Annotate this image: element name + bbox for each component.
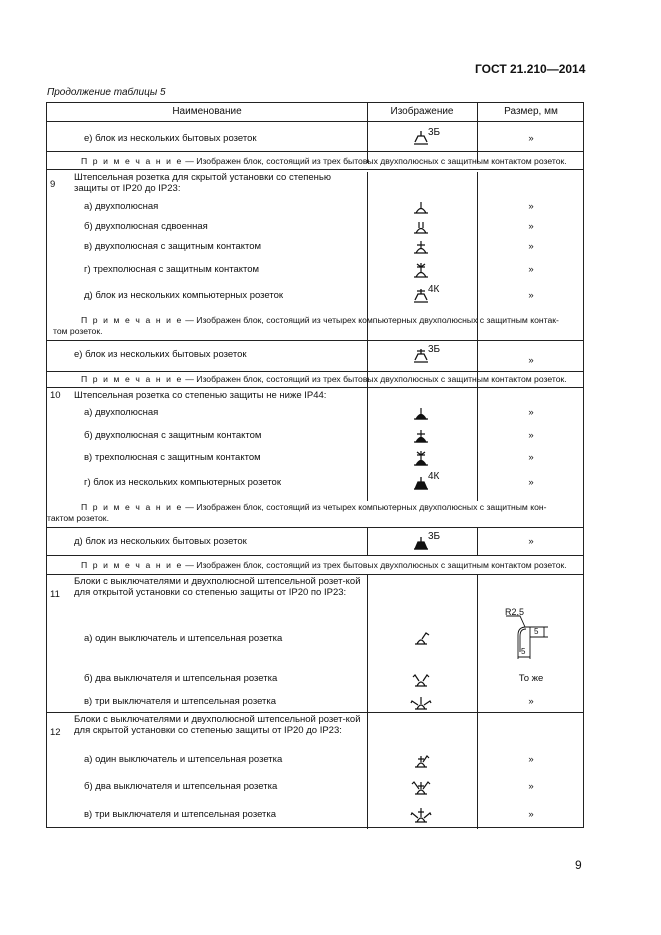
table-note	[81, 315, 559, 325]
size-value: »	[528, 781, 534, 792]
size-value: »	[528, 133, 534, 144]
row-rule	[47, 169, 583, 170]
row-label: е) блок из нескольких бытовых розеток	[84, 133, 257, 144]
socket-ip44-block-computer-symbol	[367, 469, 477, 495]
item-number: 10	[50, 390, 61, 401]
table-note	[81, 502, 546, 512]
dimension-label: 5	[534, 627, 539, 636]
row-label: б) двухполюсная сдвоенная	[84, 221, 208, 232]
symbols-table	[46, 102, 584, 828]
symbol-suffix: 3Б	[428, 344, 441, 355]
size-value: »	[528, 264, 534, 275]
symbol-suffix: 3Б	[428, 531, 441, 542]
row-label: д) блок из нескольких бытовых розеток	[74, 536, 247, 547]
socket-block-household-symbol	[367, 125, 477, 151]
note-lead: П р и м е ч а н и е	[81, 502, 183, 512]
row-label: а) двухполюсная	[84, 407, 159, 418]
note-lead: П р и м е ч а н и е	[81, 374, 183, 384]
note-text: — Изображен блок, состоящий из трех бытовых двухполюсных с защитным контактом розеток.	[182, 560, 567, 570]
header-rule	[47, 121, 583, 122]
row-label: в) три выключателя и штепсельная розетка	[84, 809, 277, 820]
item-number: 12	[50, 727, 61, 738]
switch-socket-three-hidden-symbol	[367, 802, 477, 828]
row-label: а) двухполюсная	[84, 201, 159, 212]
row-label: в) трехполюсная с защитным контактом	[84, 452, 261, 463]
note-text: — Изображен блок, состоящий из четырех компьютерных двухполюсных с защитным кон-	[182, 502, 547, 512]
row-label: а) один выключатель и штепсельная розетка	[84, 754, 283, 765]
size-value: »	[528, 221, 534, 232]
table-note	[81, 156, 567, 166]
size-value: »	[528, 477, 534, 488]
dimension-label: 5	[521, 647, 526, 656]
table-caption: Продолжение таблицы 5	[47, 87, 166, 98]
size-value: То же	[518, 673, 544, 684]
note-lead: П р и м е ч а н и е	[81, 156, 183, 166]
size-value: »	[528, 696, 534, 707]
size-value: »	[528, 407, 534, 418]
table-note	[81, 560, 567, 570]
table-note	[81, 374, 567, 384]
size-value: »	[528, 201, 534, 212]
group-title: Штепсельная розетка для скрытой установки со степенью защиты от IP20 до IP23:	[74, 172, 331, 194]
switch-socket-two-hidden-symbol	[367, 774, 477, 800]
size-value: »	[528, 430, 534, 441]
row-rule	[47, 340, 583, 341]
socket-ip44-block-household-symbol	[367, 529, 477, 555]
size-value: »	[528, 809, 534, 820]
socket-block-household-symbol	[367, 342, 477, 368]
size-value: »	[528, 452, 534, 463]
column-header-image: Изображение	[390, 106, 454, 117]
note-text: — Изображен блок, состоящий из четырех компьютерных двухполюсных с защитным контак-	[182, 315, 559, 325]
standard-number: ГОСТ 21.210—2014	[475, 62, 586, 76]
size-value: »	[528, 290, 534, 301]
row-label: б) двухполюсная с защитным контактом	[84, 430, 262, 441]
row-rule	[47, 387, 583, 388]
switch-socket-one-hidden-symbol	[367, 748, 477, 774]
column-header-size: Размер, мм	[504, 106, 558, 117]
row-rule	[47, 712, 583, 713]
note-text: — Изображен блок, состоящий из трех бытовых двухполюсных с защитным контактом розеток.	[182, 374, 567, 384]
row-label: в) двухполюсная с защитным контактом	[84, 241, 262, 252]
page-number: 9	[575, 858, 582, 872]
column-header-name: Наименование	[172, 106, 242, 117]
size-value: »	[528, 241, 534, 252]
row-rule	[47, 151, 583, 152]
radius-label: R2,5	[505, 607, 525, 617]
table-note-continuation: том розеток.	[53, 326, 103, 336]
row-label: г) трехполюсная с защитным контактом	[84, 264, 260, 275]
row-rule	[47, 574, 583, 575]
row-label: д) блок из нескольких компьютерных розеток	[84, 290, 284, 301]
group-title: Блоки с выключателями и двухполюсной штепсельной розет-кой для скрытой установки со степенью защиты от IP20 до IP23:	[74, 714, 361, 736]
row-label: в) три выключателя и штепсельная розетка	[84, 696, 277, 707]
note-lead: П р и м е ч а н и е	[81, 315, 183, 325]
group-title: Штепсельная розетка со степенью защиты не ниже IP44:	[74, 390, 327, 401]
row-label: б) два выключателя и штепсельная розетка	[84, 673, 278, 684]
row-rule	[47, 555, 583, 556]
note-text: — Изображен блок, состоящий из трех бытовых двухполюсных с защитным контактом розеток.	[182, 156, 567, 166]
socket-block-computer-symbol	[367, 282, 477, 308]
switch-socket-one-symbol	[367, 625, 477, 651]
row-label: г) блок из нескольких компьютерных розеток	[84, 477, 281, 488]
row-rule	[47, 371, 583, 372]
dimension-drawing	[492, 607, 582, 667]
item-number: 11	[50, 589, 60, 600]
group-title: Блоки с выключателями и двухполюсной штепсельной розет-кой для открытой установки со степенью защиты от IP20 по IP23:	[74, 576, 361, 598]
item-number: 9	[50, 179, 56, 190]
row-label: а) один выключатель и штепсельная розетка	[84, 633, 283, 644]
socket-three-pole-symbol	[367, 258, 477, 284]
row-label: е) блок из нескольких бытовых розеток	[74, 349, 247, 360]
symbol-suffix: 4К	[428, 284, 440, 295]
row-label: б) два выключателя и штепсельная розетка	[84, 781, 278, 792]
table-note-continuation: тактом розеток.	[47, 513, 109, 523]
size-value: »	[528, 355, 534, 366]
row-rule	[47, 527, 583, 528]
size-value: »	[528, 536, 534, 547]
size-value: »	[528, 754, 534, 765]
symbol-suffix: 3Б	[428, 127, 441, 138]
note-lead: П р и м е ч а н и е	[81, 560, 183, 570]
symbol-suffix: 4К	[428, 471, 440, 482]
